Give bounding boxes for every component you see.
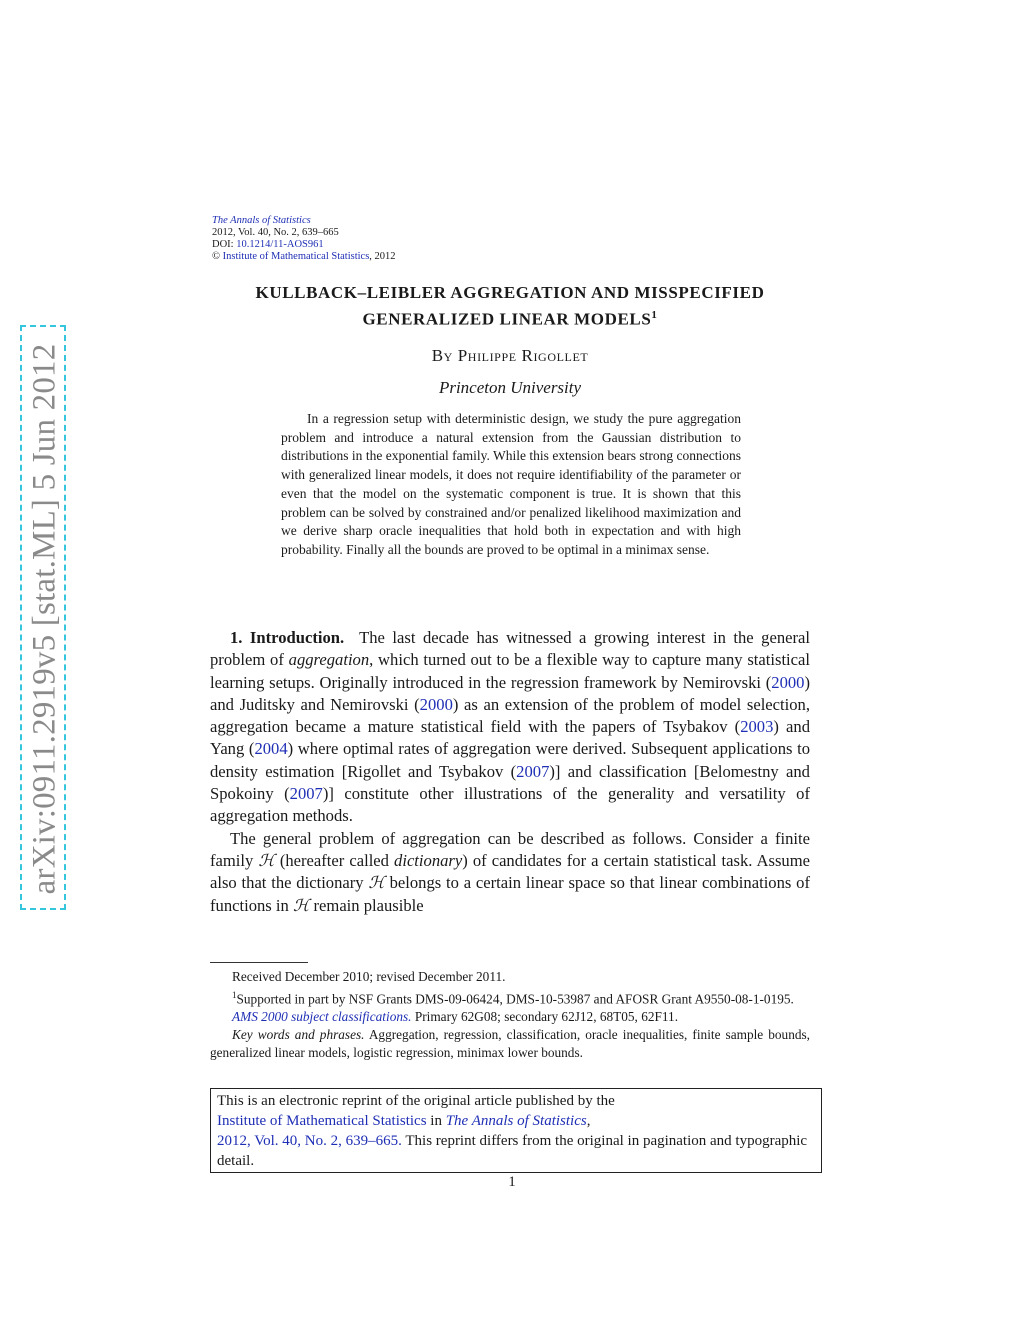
reprint-notice: This is an electronic reprint of the original article published by the Institute of Mathematical Statistics in The Annals of Statistics, 2012, Vol. 40, No. 2, 639–665. This reprint differs from the original in pagination and typographic detail. bbox=[210, 1088, 822, 1173]
dictionary-symbol: ℋ bbox=[292, 895, 310, 915]
author-name: By Philippe Rigollet bbox=[431, 346, 589, 365]
journal-volume: 2012, Vol. 40, No. 2, 639–665 bbox=[212, 227, 339, 238]
copyright-symbol: © bbox=[212, 251, 220, 262]
citation-link[interactable]: 2000 bbox=[419, 694, 453, 714]
title-line-2: GENERALIZED LINEAR MODELS bbox=[362, 309, 652, 329]
journal-header bbox=[212, 215, 396, 263]
annals-link[interactable]: The Annals of Statistics bbox=[445, 1113, 587, 1129]
ams-classifications: AMS 2000 subject classifications. Primary 62G08; secondary 62J12, 68T05, 62F11. bbox=[232, 1009, 679, 1025]
dictionary-symbol: ℋ bbox=[258, 850, 275, 870]
support-note: $^1$Supported in part by NSF Grants DMS-09-06424, DMS-10-53987 and AFOSR Grant A9550-08-1-0195. bbox=[232, 990, 794, 1007]
copyright-year: , 2012 bbox=[369, 251, 396, 262]
paragraph-1: 1. Introduction. The last decade has witnessed a growing interest in the general problem of aggregation, which turned out to be a flexible way to capture many statistical learning setups. Originally introduced in the regression framework by Nemirovski (2000) and Juditsky and Nemirovski (2000) as an extension of the problem of model selection, aggregation became a mature statistical field with the papers of Tsybakov (2003) and Yang (2004) where optimal rates of aggregation were derived. Subsequent applications to density estimation [Rigollet and Tsybakov (2007)] and classification [Belomestny and Spokoiny (2007)] constitute other illustrations of the generality and versatility of aggregation methods. bbox=[210, 628, 811, 826]
citation-link[interactable]: 2004 bbox=[254, 739, 288, 759]
doi-link[interactable]: 10.1214/11-AOS961 bbox=[236, 239, 324, 250]
author-affiliation: Princeton University bbox=[438, 378, 582, 397]
journal-name-link[interactable]: The Annals of Statistics bbox=[212, 215, 311, 226]
publisher-link[interactable]: Institute of Mathematical Statistics bbox=[222, 251, 370, 262]
citation-link[interactable]: 2000 bbox=[771, 672, 805, 692]
arxiv-stamp[interactable] bbox=[20, 325, 66, 910]
title-line-1: KULLBACK–LEIBLER AGGREGATION AND MISSPECIFIED bbox=[255, 283, 765, 302]
title-footnote-mark[interactable]: 1 bbox=[651, 309, 658, 321]
section-introduction bbox=[210, 627, 810, 917]
footnotes bbox=[210, 968, 810, 1062]
section-heading: 1. Introduction. bbox=[230, 628, 345, 647]
keywords: Key words and phrases. Aggregation, regression, classification, oracle inequalities, finite sample bounds, generalized linear models, logistic regression, minimax lower bounds. bbox=[210, 1027, 810, 1061]
received-note: Received December 2010; revised December 2011. bbox=[232, 969, 506, 984]
abstract: In a regression setup with deterministic design, we study the pure aggregation problem and introduce a natural extension from the Gaussian distribution to distributions in the exponential family. While this extension bears strong connections with generalized linear models, it does not require identifiability of the parameter or even that the model on the systematic component is true. It is shown that this problem can be solved by constrained and/or penalized likelihood maximization and we derive sharp oracle inequalities that hold both in expectation and with high probability. Finally all the bounds are proved to be optimal in a minimax sense. bbox=[281, 411, 741, 557]
support-footnote-mark: 1 bbox=[232, 990, 237, 1000]
ams-link[interactable]: AMS 2000 subject classifications. bbox=[232, 1009, 412, 1025]
paper-title bbox=[210, 282, 810, 331]
arxiv-identifier: arXiv:0911.2919v5 [stat.ML] 5 Jun 2012 bbox=[26, 343, 63, 895]
ims-link[interactable]: Institute of Mathematical Statistics bbox=[217, 1113, 427, 1129]
dictionary-symbol: ℋ bbox=[368, 873, 385, 893]
article-ref-link[interactable]: 2012, Vol. 40, No. 2, 639–665. bbox=[217, 1133, 402, 1149]
paragraph-2: The general problem of aggregation can be described as follows. Consider a finite family ℋ (hereafter called dictionary) of candidates for a certain statistical task. Assume also that the dictionary ℋ belongs to a certain linear space so that linear combinations of functions in ℋ remain plausible bbox=[210, 828, 810, 915]
footnote-divider bbox=[210, 962, 308, 963]
page-number: 1 bbox=[508, 1174, 516, 1190]
citation-link[interactable]: 2003 bbox=[740, 717, 774, 737]
doi-label: DOI: bbox=[212, 239, 234, 250]
citation-link[interactable]: 2007 bbox=[516, 761, 550, 781]
citation-link[interactable]: 2007 bbox=[289, 784, 323, 804]
